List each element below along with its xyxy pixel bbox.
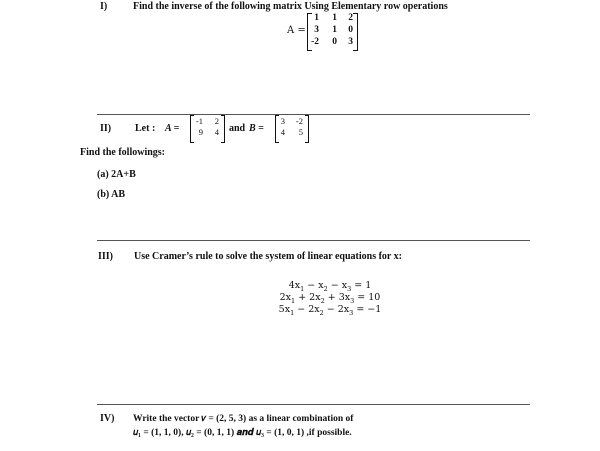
q2-b-label: B = (249, 123, 264, 134)
divider-1 (97, 114, 530, 115)
q1-matrix-label: A = (287, 25, 306, 36)
q2-a-cell: 4 (214, 127, 219, 137)
q1-cell: 1 (314, 13, 319, 23)
q2-b-right-bracket (305, 115, 309, 143)
q2-a-label: A = (165, 123, 180, 134)
q1-cell: 3 (314, 25, 319, 35)
q2-b-cell: -2 (295, 116, 303, 126)
q3-equation-3: $5x_1 - 2x_2 - 2x_3 = -1$ (278, 304, 382, 317)
q1-cell: 1 (332, 25, 337, 35)
q3-text: Use Cramer’s rule to solve the system of linear equations for x: (134, 251, 403, 262)
divider-3 (97, 404, 530, 405)
q2-number: II) (100, 123, 112, 134)
q2-a-cell: 2 (214, 116, 219, 126)
q1-cell: 3 (348, 37, 353, 47)
q1-cell: 0 (348, 25, 353, 35)
q2-b-cell: 3 (280, 116, 285, 126)
q2-part-b: (b) AB (97, 189, 126, 200)
q2-find-text: Find the followings: (80, 147, 166, 158)
q2-b-cell: 5 (298, 127, 303, 137)
divider-2 (97, 240, 530, 241)
q1-cell: 0 (332, 37, 337, 47)
q1-cell: 2 (348, 13, 353, 23)
q2-a-right-bracket (221, 115, 225, 143)
q4-number: IV) (100, 413, 115, 424)
q2-a-cell: 9 (198, 127, 203, 137)
q4-line1: Write the vector 𝑣 = (2, 5, 3) as a linear combination of (133, 414, 354, 424)
q3-number: III) (98, 251, 114, 262)
q3-equation-2: $2x_1 + 2x_2 + 3x_3 = 10$ (279, 292, 381, 305)
q2-a-cell: -1 (195, 116, 203, 126)
q4-line2: 𝑢₁ = (1, 1, 0), 𝑢₂ = (0, 1, 1) 𝒂𝒏𝒅 𝑢₃ = (1, 0, 1) ,if possible. (133, 428, 352, 438)
q3-equation-1: $4x_1 - x_2 - x_3 = 1$ (288, 280, 372, 293)
q1-right-bracket (353, 13, 358, 51)
q1-cell: 1 (332, 13, 337, 23)
q1-text: Find the inverse of the following matrix Using Elementary row operations (133, 1, 448, 12)
q1-number: I) (100, 1, 108, 12)
q2-b-cell: 4 (280, 127, 285, 137)
q1-cell: -2 (311, 37, 319, 47)
q2-let: Let : (135, 123, 156, 134)
q2-part-a: (a) 2A+B (97, 169, 136, 180)
q2-and: and (229, 123, 246, 134)
